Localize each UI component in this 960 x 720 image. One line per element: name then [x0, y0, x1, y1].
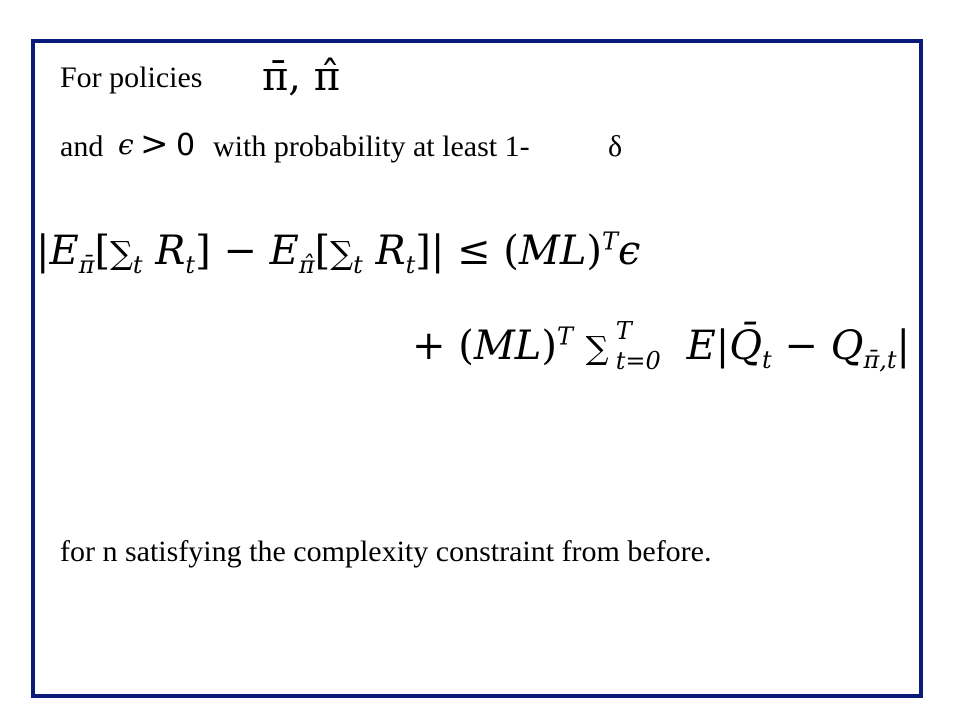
leq-sign: ≤ — [457, 228, 491, 274]
epsilon-term: ϵ — [618, 228, 641, 274]
delta-symbol: δ — [608, 130, 623, 163]
pi-bar-subscript: π̄ — [78, 251, 95, 279]
formula-line-2 — [412, 317, 910, 375]
zero-value: 0 — [176, 128, 196, 163]
pi-hat-subscript: π̂ — [298, 251, 315, 279]
reward-symbol: R — [155, 228, 186, 274]
sum-upper-limit: T — [615, 317, 632, 345]
reward-symbol-2: R — [375, 228, 406, 274]
q-bar-symbol: Q̄ — [729, 323, 763, 369]
expectation-symbol: E — [49, 228, 79, 274]
bracket-open-2: [ — [314, 228, 331, 274]
q-symbol: Q — [830, 323, 864, 369]
footer-text: for n satisfying the complexity constraint from before. — [60, 535, 712, 568]
power-t: T — [602, 227, 619, 256]
and-label: and — [60, 130, 104, 163]
greater-than-symbol: > — [140, 124, 169, 164]
sum-symbol-2: ∑ — [330, 234, 354, 272]
probability-text: with probability at least 1- — [213, 130, 530, 163]
formula-line-1 — [36, 227, 641, 279]
paren-close: ) — [586, 228, 603, 274]
sum-index: t — [132, 251, 143, 279]
plus-sign: + — [412, 323, 446, 369]
sum-index-2: t — [353, 251, 363, 279]
policies-symbols: π̄, π̂ — [262, 54, 341, 100]
abs-open: | — [36, 228, 50, 274]
sum-symbol: ∑ — [110, 234, 133, 272]
bracket-close: ] — [195, 228, 211, 274]
abs-close: | — [896, 323, 910, 369]
bracket-open: [ — [94, 228, 111, 274]
reward-index: t — [185, 251, 196, 279]
expectation-symbol-2: E — [269, 228, 299, 274]
bracket-abs-close: ]| — [415, 228, 445, 274]
sum-symbol-3: ∑ — [585, 329, 609, 367]
policies-label: For policies — [60, 61, 203, 94]
power-t-2: T — [556, 322, 573, 351]
minus-sign-2: − — [784, 323, 818, 369]
q-subscript: π̄,t — [863, 346, 897, 374]
sum-lower-limit: t=0 — [615, 347, 661, 375]
ml-term-2: ML — [473, 323, 542, 369]
minus-sign: − — [223, 228, 257, 274]
ml-term: ML — [518, 228, 587, 274]
expectation-abs: E| — [686, 323, 730, 369]
paren-close-2: ) — [541, 323, 557, 369]
reward-index-2: t — [405, 251, 416, 279]
sum-with-limits — [585, 317, 661, 375]
paren-open-2: ( — [458, 323, 474, 369]
q-bar-index: t — [762, 346, 772, 374]
paren-open: ( — [503, 228, 519, 274]
epsilon-symbol: ϵ — [118, 128, 134, 161]
